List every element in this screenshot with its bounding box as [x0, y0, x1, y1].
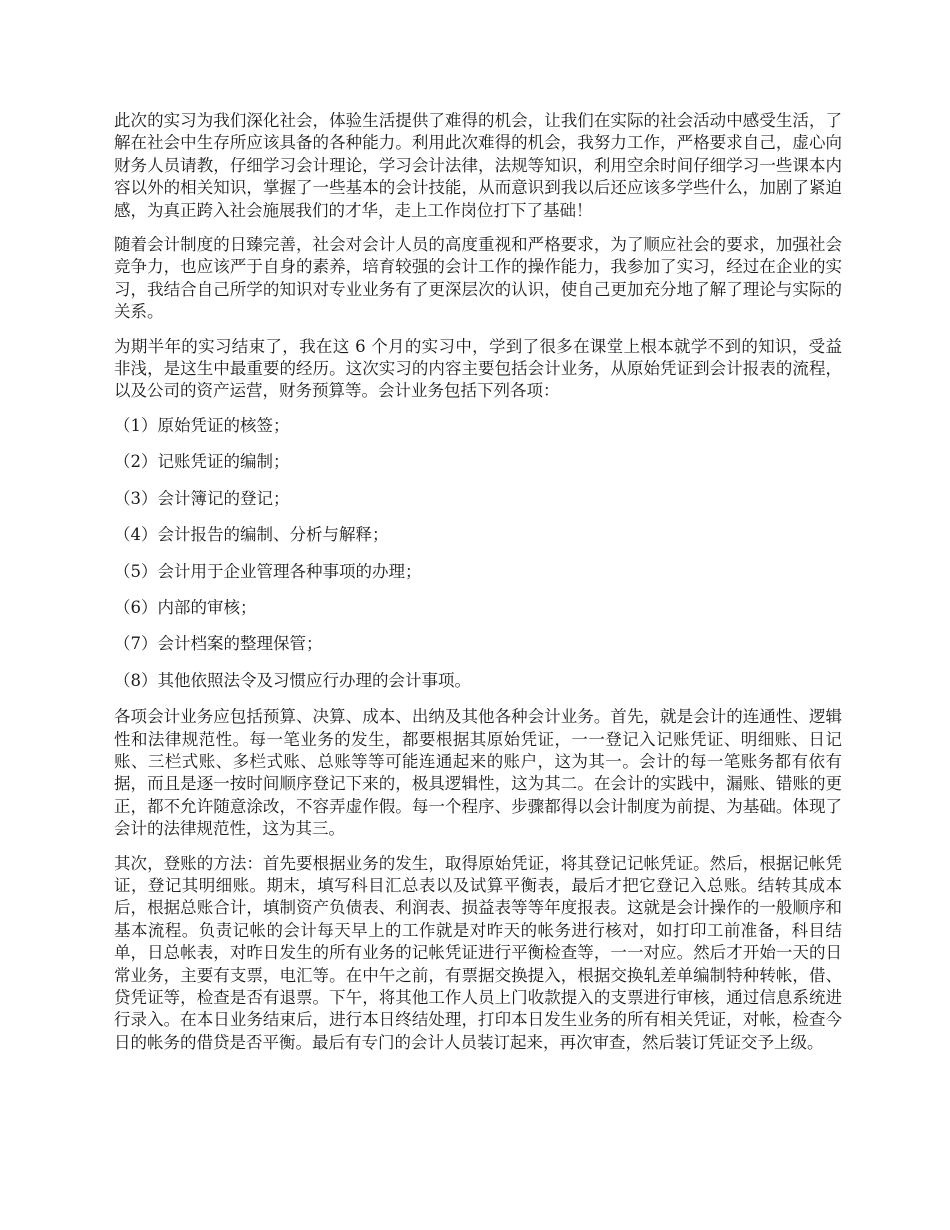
paragraph-3: 为期半年的实习结束了，我在这 6 个月的实习中，学到了很多在课堂上根本就学不到的知识，受益非浅，是这生中最重要的经历。这次实习的内容主要包括会计业务，从原始凭证到会计报表的流程，以及公司的资产运营，财务预算等。会计业务包括下列各项：	[114, 336, 842, 401]
document-body	[114, 110, 842, 1066]
list-item: （5）会计用于企业管理各种事项的办理；	[114, 561, 422, 581]
paragraph-5: 其次，登账的方法：首先要根据业务的发生，取得原始凭证，将其登记记帐凭证。然后，根据记帐凭证，登记其明细账。期末，填写科目汇总表以及试算平衡表，最后才把它登记入总账。结转其成本后，根据总账合计，填制资产负债表、利润表、损益表等等年度报表。这就是会计操作的一般顺序和基本流程。负责记帐的会计每天早上的工作就是对昨天的帐务进行核对，如打印工前准备，科目结单，日总帐表，对昨日发生的所有业务的记帐凭证进行平衡检查等，一一对应。然后才开始一天的日常业务，主要有支票，电汇等。在中午之前，有票据交换提入，根据交换轧差单编制特种转帐，借、贷凭证等，检查是否有退票。下午，将其他工作人员上门收款提入的支票进行审核，通过信息系统进行录入。在本日业务结束后，进行本日终结处理，打印本日发生业务的所有相关凭证，对帐，检查今日的帐务的借贷是否平衡。最后有专门的会计人员装订起来，再次审查，然后装订凭证交予上级。	[114, 853, 842, 1052]
paragraph-1: 此次的实习为我们深化社会，体验生活提供了难得的机会，让我们在实际的社会活动中感受生活，了解在社会中生存所应该具备的各种能力。利用此次难得的机会，我努力工作，严格要求自己，虚心向财务人员请教，仔细学习会计理论，学习会计法律，法规等知识，利用空余时间仔细学习一些课本内容以外的相关知识，掌握了一些基本的会计技能，从而意识到我以后还应该多学些什么，加剧了紧迫感，为真正跨入社会施展我们的才华，走上工作岗位打下了基础！	[114, 111, 842, 220]
list-item: （2）记账凭证的编制；	[114, 452, 290, 472]
list-item: （1）原始凭证的核签；	[114, 415, 290, 435]
paragraph-4: 各项会计业务应包括预算、决算、成本、出纳及其他各种会计业务。首先，就是会计的连通性、逻辑性和法律规范性。每一笔业务的发生，都要根据其原始凭证，一一登记入记账凭证、明细账、日记账、三栏式账、多栏式账、总账等等可能连通起来的账户，这为其一。会计的每一笔账务都有依有据，而且是逐一按时间顺序登记下来的，极具逻辑性，这为其二。在会计的实践中，漏账、错账的更正，都不允许随意涂改，不容弄虚作假。每一个程序、步骤都得以会计制度为前提、为基础。体现了会计的法律规范性，这为其三。	[114, 707, 842, 839]
list-item: （3）会计簿记的登记；	[114, 488, 290, 508]
list-item: （7）会计档案的整理保管；	[114, 634, 323, 654]
business-items-list	[114, 415, 842, 692]
list-item: （4）会计报告的编制、分析与解释；	[114, 525, 389, 545]
list-item: （8）其他依照法令及习惯应行办理的会计事项。	[114, 670, 471, 690]
list-item: （6）内部的审核；	[114, 597, 257, 617]
paragraph-2: 随着会计制度的日臻完善，社会对会计人员的高度重视和严格要求，为了顺应社会的要求，加强社会竞争力，也应该严于自身的素养，培育较强的会计工作的操作能力，我参加了实习，经过在企业的实习，我结合自己所学的知识对专业业务有了更深层次的认识，使自己更加充分地了解了理论与实际的关系。	[114, 235, 842, 322]
